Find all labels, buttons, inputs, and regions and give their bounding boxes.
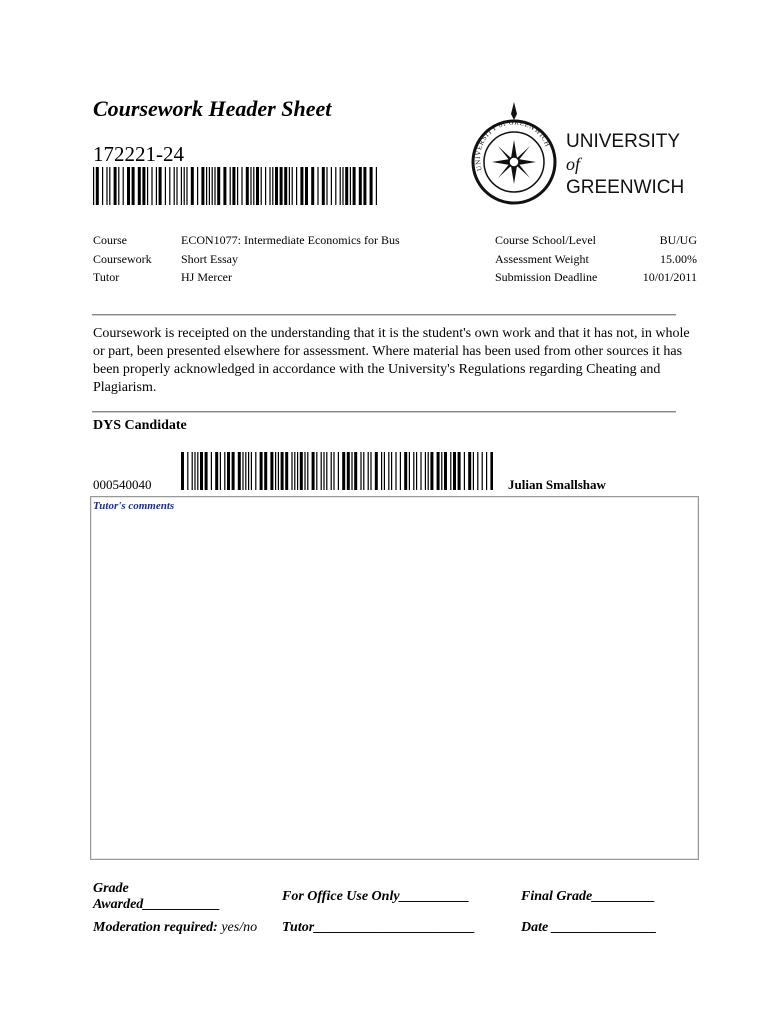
barcode-bar [486, 452, 487, 490]
barcode-bar [270, 452, 273, 490]
barcode-bar [191, 167, 194, 205]
barcode-bar [305, 167, 308, 205]
barcode-bar [294, 452, 295, 490]
barcode-bar [300, 452, 303, 490]
barcode-bar [165, 167, 166, 205]
barcode-bar [359, 167, 362, 205]
barcode-bar [391, 452, 392, 490]
barcode-bar [223, 167, 226, 205]
university-seal-logo [470, 100, 558, 208]
barcode-bar [437, 452, 440, 490]
barcode-bar [304, 452, 305, 490]
barcode-bar [281, 452, 284, 490]
university-wordmark [566, 130, 684, 199]
barcode-bar [261, 167, 262, 205]
barcode-bar [215, 452, 218, 490]
grade-awarded-label [93, 881, 220, 913]
barcode-bar [326, 452, 327, 490]
barcode-bar [368, 452, 369, 490]
barcode-bar [272, 167, 273, 205]
barcode-bar [251, 452, 252, 490]
barcode-bar [464, 452, 465, 490]
school-level-value: BU/UG [659, 233, 697, 247]
barcode-bar [420, 452, 421, 490]
candidate-name: Julian Smallshaw [508, 477, 606, 492]
course-label: Course [93, 233, 127, 247]
barcode-bar [350, 167, 351, 205]
barcode-bar [192, 452, 193, 490]
barcode-bar [142, 167, 145, 205]
barcode-bar [384, 452, 385, 490]
barcode-bar [312, 452, 315, 490]
barcode-bar [181, 452, 184, 490]
declaration-text: Coursework is receipted on the understanding that it is the student's own work and that it has not, in whole or part, been presented elsewhere for assessment. Where material has been used from other sources it has been properly acknowledged in accordance with the University's Regulations regarding Cheating and Plagiarism. [93, 326, 690, 395]
barcode-bar [255, 452, 256, 490]
reference-barcode [93, 167, 378, 205]
barcode-bar [245, 452, 246, 490]
barcode-bar [323, 452, 324, 490]
barcode-bar [388, 452, 389, 490]
barcode-bar [395, 452, 396, 490]
barcode-bar [284, 167, 287, 205]
barcode-bar [250, 167, 251, 205]
tutor-value: HJ Mercer [181, 270, 232, 284]
barcode-bar [409, 452, 410, 490]
barcode-bar [370, 452, 371, 490]
divider-top [92, 314, 676, 316]
coursework-label: Coursework [93, 252, 152, 266]
barcode-bar [201, 167, 204, 205]
page-title: Coursework Header Sheet [93, 96, 332, 121]
barcode-bar [280, 167, 283, 205]
candidate-heading: DYS Candidate [93, 418, 187, 433]
barcode-bar [473, 452, 474, 490]
grade-line1: Grade [93, 881, 129, 896]
barcode-bar [425, 452, 426, 490]
barcode-bar [275, 452, 276, 490]
barcode-bar [186, 167, 187, 205]
barcode-bar [331, 167, 332, 205]
candidate-id: 000540040 [93, 477, 152, 492]
barcode-bar [197, 452, 198, 490]
course-value: ECON1077: Intermediate Economics for Bus [181, 233, 400, 247]
barcode-bar [220, 452, 221, 490]
barcode-bar [413, 452, 414, 490]
barcode-bar [224, 452, 225, 490]
barcode-bar [241, 167, 242, 205]
moderation-label: Moderation required: [93, 920, 218, 935]
barcode-bar [289, 167, 290, 205]
barcode-bar [184, 167, 185, 205]
barcode-bar [477, 452, 478, 490]
barcode-bar [331, 452, 332, 490]
tutor-comments-label: Tutor's comments [93, 500, 175, 512]
tutor-comments-box[interactable] [90, 496, 699, 860]
coursework-reference: 172221-24 [93, 142, 184, 166]
submission-deadline-label: Submission Deadline [495, 270, 598, 284]
office-use-label: For Office Use Only__________ [282, 889, 470, 904]
barcode-bar [404, 452, 407, 490]
candidate-barcode [181, 452, 493, 490]
barcode-bar [242, 452, 243, 490]
barcode-bar [316, 452, 317, 490]
barcode-bar [132, 167, 135, 205]
barcode-bar [450, 452, 451, 490]
tutor-label: Tutor [93, 270, 120, 284]
barcode-bar [416, 452, 417, 490]
barcode-bar [209, 167, 210, 205]
barcode-bar [441, 452, 442, 490]
barcode-bar [102, 167, 103, 205]
barcode-bar [238, 452, 241, 490]
divider-bottom [92, 411, 676, 413]
barcode-bar [156, 167, 157, 205]
barcode-bar [106, 167, 107, 205]
barcode-bar [246, 167, 249, 205]
barcode-bar [351, 452, 352, 490]
barcode-bar [248, 452, 249, 490]
barcode-bar [375, 452, 378, 490]
barcode-bar [214, 167, 215, 205]
grade-line2: Awarded___________ [93, 897, 221, 912]
barcode-bar [292, 167, 293, 205]
barcode-bar [354, 452, 357, 490]
barcode-bar [127, 167, 130, 205]
seal-lettering: UNIVERSITY of GREENWICH [473, 118, 552, 172]
barcode-bar [206, 167, 207, 205]
barcode-bar [205, 452, 208, 490]
barcode-bar [291, 452, 292, 490]
barcode-bar [260, 452, 263, 490]
barcode-bar [333, 452, 334, 490]
barcode-bar [159, 167, 162, 205]
tutor-signature-label: Tutor_______________________ [282, 920, 476, 935]
barcode-bar [253, 167, 254, 205]
barcode-bar [174, 167, 175, 205]
barcode-bar [138, 167, 141, 205]
barcode-bar [230, 167, 231, 205]
moderation-options: yes/no [221, 920, 258, 935]
barcode-bar [340, 167, 341, 205]
barcode-bar [468, 452, 471, 490]
barcode-bar [269, 167, 270, 205]
barcode-bar [197, 167, 198, 205]
barcode-bar [217, 167, 220, 205]
barcode-bar [317, 167, 318, 205]
barcode-bar [322, 167, 325, 205]
barcode-bar [363, 167, 366, 205]
barcode-bar [400, 452, 401, 490]
wordmark-line2: of [566, 154, 581, 174]
barcode-bar [490, 452, 493, 490]
wordmark-line3: GREENWICH [566, 177, 685, 198]
wordmark-line1: UNIVERSITY [566, 131, 681, 152]
barcode-bar [187, 452, 188, 490]
barcode-bar [430, 452, 433, 490]
assessment-weight-value: 15.00% [660, 252, 697, 266]
barcode-bar [227, 452, 230, 490]
barcode-bar [285, 452, 288, 490]
barcode-bar [264, 452, 267, 490]
assessment-weight-label: Assessment Weight [495, 252, 589, 266]
barcode-bar [428, 452, 429, 490]
barcode-bar [232, 452, 235, 490]
barcode-bar [181, 167, 182, 205]
barcode-bar [212, 167, 213, 205]
barcode-bar [342, 167, 343, 205]
barcode-bar [370, 167, 373, 205]
barcode-bar [194, 452, 195, 490]
barcode-bar [109, 167, 110, 205]
barcode-bar [335, 167, 336, 205]
barcode-bar [345, 167, 348, 205]
barcode-bar [321, 452, 322, 490]
date-label: Date _______________ [521, 920, 657, 935]
barcode-bar [300, 167, 303, 205]
barcode-bar [114, 167, 117, 205]
barcode-bar [200, 452, 203, 490]
barcode-bar [360, 452, 361, 490]
barcode-bar [307, 452, 308, 490]
barcode-bar [326, 167, 327, 205]
barcode-bar [353, 167, 356, 205]
barcode-bar [275, 167, 278, 205]
barcode-bar [93, 167, 94, 205]
barcode-bar [147, 167, 148, 205]
final-grade-label: Final Grade_________ [521, 889, 656, 904]
barcode-bar [296, 167, 297, 205]
submission-deadline-value: 10/01/2011 [642, 270, 697, 284]
barcode-bar [265, 167, 266, 205]
moderation-required [93, 920, 257, 936]
barcode-bar [458, 452, 461, 490]
barcode-bar [278, 452, 279, 490]
barcode-bar [151, 167, 152, 205]
barcode-bar [118, 167, 119, 205]
barcode-bar [363, 452, 364, 490]
barcode-bar [123, 167, 124, 205]
barcode-bar [347, 452, 350, 490]
barcode-bar [237, 167, 238, 205]
school-level-label: Course School/Level [495, 233, 596, 247]
barcode-bar [342, 452, 345, 490]
barcode-bar [453, 452, 456, 490]
barcode-bar [338, 452, 339, 490]
barcode-bar [176, 167, 177, 205]
barcode-bar [381, 452, 382, 490]
barcode-bar [482, 452, 483, 490]
barcode-bar [232, 167, 235, 205]
coursework-value: Short Essay [181, 252, 238, 266]
barcode-bar [376, 167, 377, 205]
barcode-bar [297, 452, 298, 490]
barcode-bar [169, 167, 170, 205]
barcode-bar [256, 167, 259, 205]
barcode-bar [211, 452, 212, 490]
barcode-bar [96, 167, 99, 205]
barcode-bar [444, 452, 447, 490]
barcode-bar [311, 167, 314, 205]
